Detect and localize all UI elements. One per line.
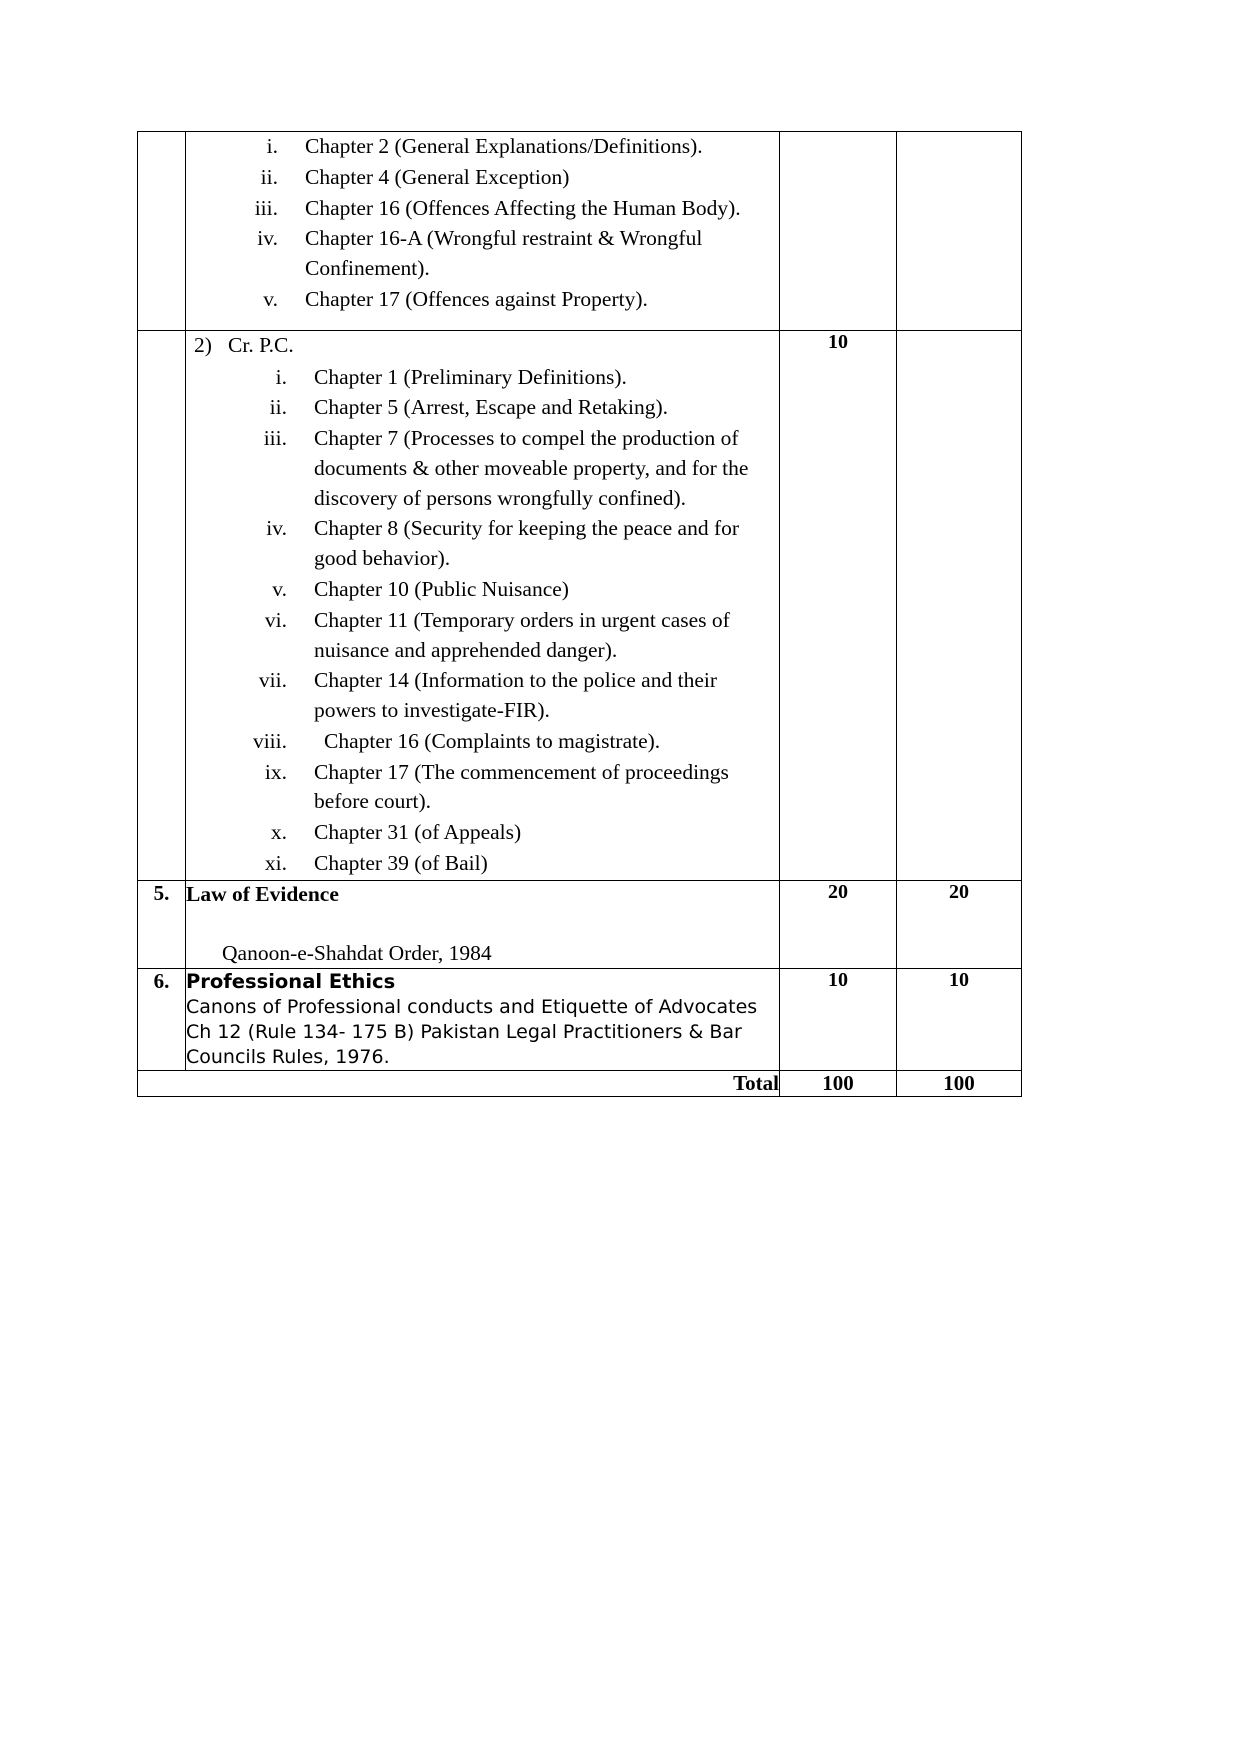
list-item (186, 393, 779, 423)
content-cell-law-of-evidence (186, 880, 780, 969)
crpc-heading-number: 2) (194, 333, 212, 357)
list-item (186, 666, 779, 726)
list-text: Chapter 8 (Security for keeping the peace and for good behavior). (314, 516, 740, 571)
table-row-ipc-chapters (138, 132, 1022, 331)
list-numeral: iii. (263, 426, 287, 451)
subject-title: Professional Ethics (186, 970, 396, 994)
table-row-law-of-evidence (138, 880, 1022, 969)
total-marks-paper2: 100 (897, 1071, 1022, 1097)
list-numeral: ii. (269, 395, 287, 420)
table-row-professional-ethics (138, 969, 1022, 1071)
list-item (186, 194, 779, 224)
total-marks-paper1: 100 (780, 1071, 897, 1097)
list-numeral: ii. (260, 164, 278, 189)
list-item (186, 424, 779, 513)
serial-cell-5: 5. (138, 880, 186, 969)
list-text: Chapter 14 (Information to the police and their powers to investigate-FIR). (314, 668, 717, 723)
list-text: Chapter 5 (Arrest, Escape and Retaking). (314, 395, 669, 420)
marks-cell-paper2-ipc (897, 132, 1022, 331)
list-item (186, 363, 779, 393)
marks-cell-paper2-crpc (897, 331, 1022, 881)
list-numeral: iv. (266, 516, 287, 541)
list-item (186, 727, 779, 757)
list-text: Chapter 16 (Offences Affecting the Human Body). (305, 195, 741, 220)
ethics-text-block (186, 969, 779, 1070)
list-text: Chapter 39 (of Bail) (314, 850, 488, 875)
list-item (186, 132, 779, 162)
syllabus-marks-table (137, 131, 1022, 1097)
subject-title: Law of Evidence (186, 881, 339, 906)
list-text: Chapter 17 (The commencement of proceedings before court). (314, 759, 729, 814)
list-text: Chapter 31 (of Appeals) (314, 820, 522, 845)
marks-cell-paper1-ipc (780, 132, 897, 331)
marks-cell-paper1-ethics: 10 (780, 969, 897, 1071)
list-item (186, 606, 779, 666)
list-item (186, 224, 779, 284)
ethics-line: Ch 12 (Rule 134- 175 B) Pakistan Legal Practitioners & Bar (186, 1020, 742, 1043)
table-row-total (138, 1071, 1022, 1097)
list-numeral: i. (275, 364, 287, 389)
serial-cell-6: 6. (138, 969, 186, 1071)
list-text: Chapter 2 (General Explanations/Definitions). (305, 134, 703, 158)
list-numeral: x. (270, 820, 287, 845)
list-item (186, 758, 779, 818)
list-numeral: i. (266, 134, 278, 158)
list-text: Chapter 11 (Temporary orders in urgent cases of nuisance and apprehended danger). (314, 607, 730, 662)
content-cell-ipc (186, 132, 780, 331)
list-numeral: vii. (258, 668, 287, 693)
crpc-heading (186, 331, 779, 361)
list-item (186, 849, 779, 879)
serial-cell-ipc (138, 132, 186, 331)
list-item (186, 514, 779, 574)
list-item (186, 575, 779, 605)
list-text: Chapter 16 (Complaints to magistrate). (324, 728, 661, 753)
marks-cell-paper1-evidence: 20 (780, 880, 897, 969)
total-label: Total (138, 1071, 780, 1097)
list-numeral: vi. (264, 607, 287, 632)
list-numeral: viii. (252, 728, 287, 753)
marks-cell-paper2-evidence: 20 (897, 880, 1022, 969)
list-numeral: xi. (264, 850, 287, 875)
list-numeral: iii. (254, 195, 278, 220)
crpc-chapter-list (186, 363, 779, 879)
list-text: Chapter 10 (Public Nuisance) (314, 577, 569, 602)
list-text: Chapter 7 (Processes to compel the production of documents & other moveable property, and for the discovery of persons wrongfully confined). (314, 426, 749, 510)
table-row-crpc (138, 331, 1022, 881)
list-text: Chapter 16-A (Wrongful restraint & Wrongful Confinement). (305, 226, 703, 281)
subject-subtitle: Qanoon-e-Shahdat Order, 1984 (222, 940, 492, 965)
crpc-heading-text: Cr. P.C. (228, 333, 294, 357)
content-cell-professional-ethics (186, 969, 780, 1071)
ethics-line: Councils Rules, 1976. (186, 1046, 390, 1069)
list-text: Chapter 1 (Preliminary Definitions). (314, 364, 627, 389)
list-item (186, 818, 779, 848)
list-text: Chapter 17 (Offences against Property). (305, 286, 648, 311)
serial-cell-crpc (138, 331, 186, 881)
list-numeral: v. (272, 577, 287, 602)
ethics-line: Canons of Professional conducts and Etiquette of Advocates (186, 995, 758, 1018)
list-numeral: ix. (264, 759, 287, 784)
list-item (186, 285, 779, 315)
list-numeral: iv. (257, 226, 278, 251)
content-cell-crpc (186, 331, 780, 881)
marks-cell-paper1-crpc: 10 (780, 331, 897, 881)
list-text: Chapter 4 (General Exception) (305, 164, 570, 189)
list-numeral: v. (263, 286, 278, 311)
list-item (186, 163, 779, 193)
ipc-chapter-list (186, 132, 779, 315)
marks-cell-paper2-ethics: 10 (897, 969, 1022, 1071)
